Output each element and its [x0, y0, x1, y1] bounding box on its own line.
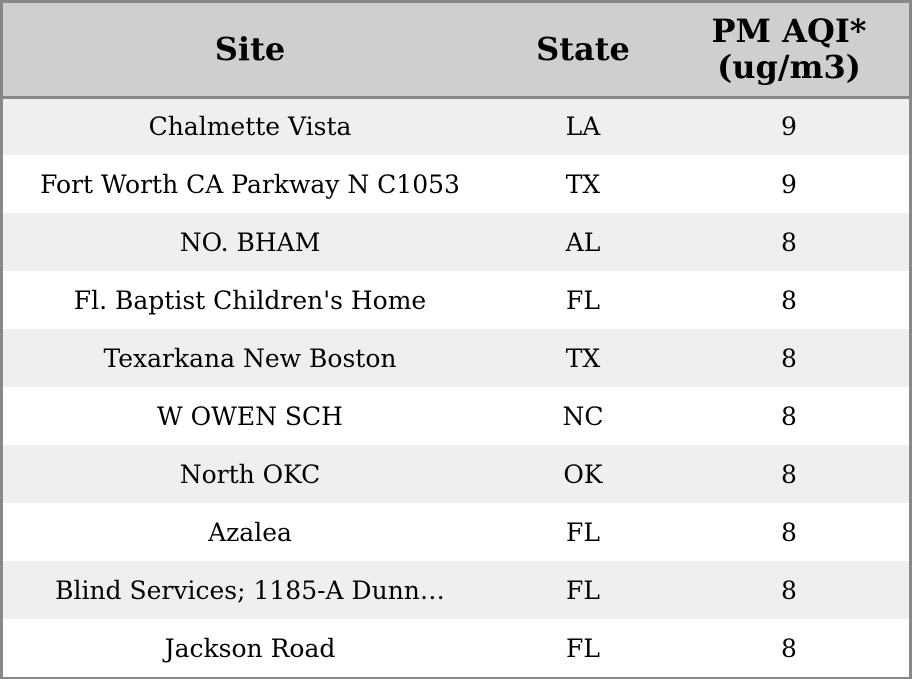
header-pm-aqi	[669, 3, 909, 97]
header-site	[3, 3, 497, 97]
cell-pm-aqi: 9	[781, 112, 797, 142]
table-row	[3, 97, 909, 155]
header-state-label: State	[536, 30, 630, 69]
table-row	[3, 155, 909, 213]
header-row	[3, 3, 909, 97]
table-row	[3, 271, 909, 329]
cell-site: Fl. Baptist Children's Home	[73, 285, 427, 315]
cell-state: FL	[566, 285, 600, 315]
cell-pm-aqi: 8	[781, 633, 797, 663]
cell-state: TX	[565, 343, 601, 373]
cell-pm-aqi: 8	[781, 401, 797, 431]
cell-state: FL	[566, 633, 600, 663]
table-row	[3, 503, 909, 561]
cell-state: OK	[563, 459, 603, 489]
cell-state: FL	[566, 575, 600, 605]
cell-site: Texarkana New Boston	[103, 343, 397, 373]
table-row	[3, 329, 909, 387]
cell-site: Chalmette Vista	[148, 112, 352, 142]
cell-site: Blind Services; 1185-A Dunn…	[55, 575, 445, 605]
cell-site: Azalea	[208, 517, 292, 547]
aqi-table	[3, 3, 909, 677]
cell-pm-aqi: 8	[781, 517, 797, 547]
cell-site: North OKC	[179, 459, 321, 489]
cell-site: NO. BHAM	[179, 227, 321, 257]
table-row	[3, 619, 909, 677]
header-state	[497, 3, 669, 97]
cell-state: LA	[565, 112, 601, 142]
cell-state: FL	[566, 517, 600, 547]
cell-pm-aqi: 9	[781, 169, 797, 199]
header-site-label: Site	[214, 30, 286, 69]
table-header	[3, 3, 909, 97]
cell-state: TX	[565, 169, 601, 199]
cell-pm-aqi: 8	[781, 285, 797, 315]
table-row	[3, 387, 909, 445]
cell-site: Jackson Road	[164, 633, 336, 663]
table-row	[3, 561, 909, 619]
table-row	[3, 213, 909, 271]
cell-pm-aqi: 8	[781, 459, 797, 489]
cell-pm-aqi: 8	[781, 227, 797, 257]
cell-state: AL	[565, 227, 601, 257]
table-row	[3, 445, 909, 503]
cell-pm-aqi: 8	[781, 575, 797, 605]
cell-pm-aqi: 8	[781, 343, 797, 373]
cell-site: Fort Worth CA Parkway N C1053	[40, 169, 460, 199]
header-pm-aqi-label: PM AQI*	[711, 12, 867, 51]
header-pm-aqi-unit: (ug/m3)	[717, 48, 861, 87]
cell-state: NC	[562, 401, 604, 431]
table-body	[3, 97, 909, 677]
cell-site: W OWEN SCH	[157, 401, 343, 431]
